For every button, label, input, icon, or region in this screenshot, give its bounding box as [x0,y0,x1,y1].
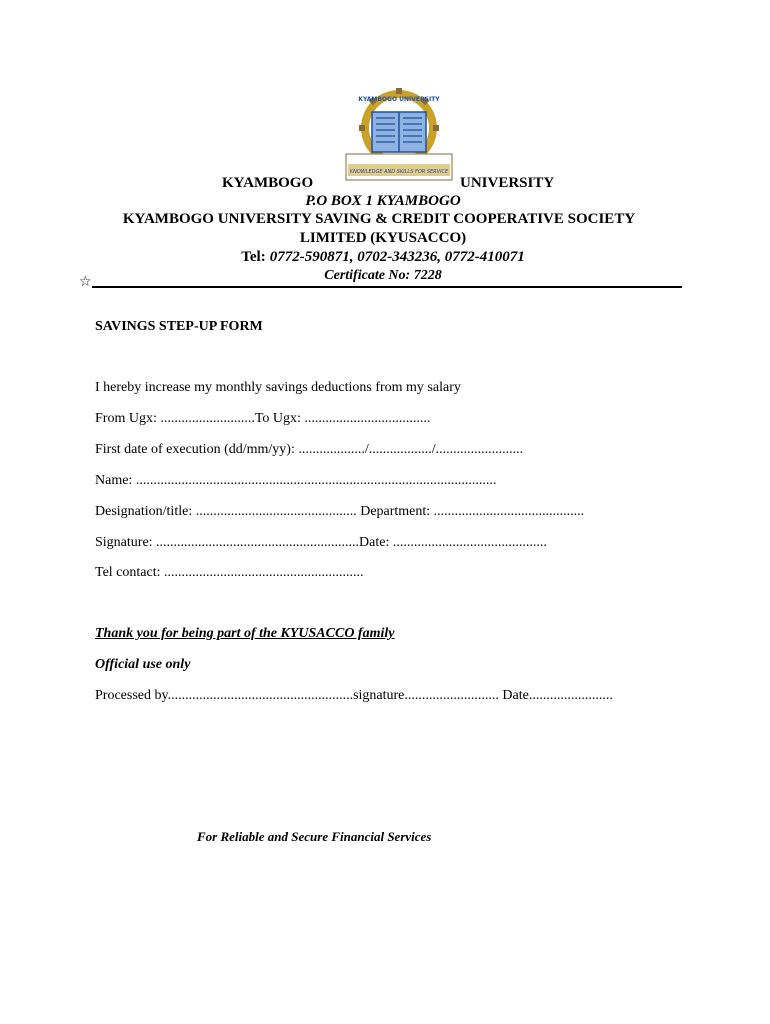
signature-date-field[interactable]: Signature: ..........................................................Date: ............................................ [95,535,547,550]
svg-text:KYAMBOGO UNIVERSITY: KYAMBOGO UNIVERSITY [358,96,440,103]
tel-numbers: 0772-590871, 0702-343236, 0772-410071 [269,249,525,265]
first-date-field[interactable]: First date of execution (dd/mm/yy): .................../................../......................... [95,442,524,457]
from-to-amount-field[interactable]: From Ugx: ...........................To Ugx: .................................... [95,411,431,426]
society-name-line2: LIMITED (KYUSACCO) [299,230,467,246]
tel-contact-field[interactable]: Tel contact: ......................................................... [95,565,364,580]
name-field[interactable]: Name: ....................................................................................................... [95,473,497,488]
processed-by-field[interactable]: Processed by.....................................................signature........................... Date........................ [95,688,613,703]
po-box: P.O BOX 1 KYAMBOGO [305,193,461,209]
header-divider [92,286,682,288]
university-name-left: KYAMBOGO [222,175,314,191]
form-title: SAVINGS STEP-UP FORM [95,319,263,334]
certificate-number: Certificate No: 7228 [324,268,442,283]
official-use-heading: Official use only [95,657,191,672]
university-name-right: UNIVERSITY [460,175,555,191]
star-icon: ☆ [79,274,92,290]
footer-tagline: For Reliable and Secure Financial Services [197,829,432,844]
statement-text: I hereby increase my monthly savings deductions from my salary [95,380,461,395]
tel-label: Tel: [241,249,266,265]
designation-department-field[interactable]: Designation/title: .............................................. Department: ........................................... [95,504,585,519]
society-name-line1: KYAMBOGO UNIVERSITY SAVING & CREDIT COOPERATIVE SOCIETY [122,211,636,227]
telephone-line [0,248,768,266]
university-logo [336,88,462,188]
thank-you-note: Thank you for being part of the KYUSACCO family [95,626,395,641]
svg-text:KNOWLEDGE AND SKILLS FOR SERVI: KNOWLEDGE AND SKILLS FOR SERVICE [349,169,449,175]
